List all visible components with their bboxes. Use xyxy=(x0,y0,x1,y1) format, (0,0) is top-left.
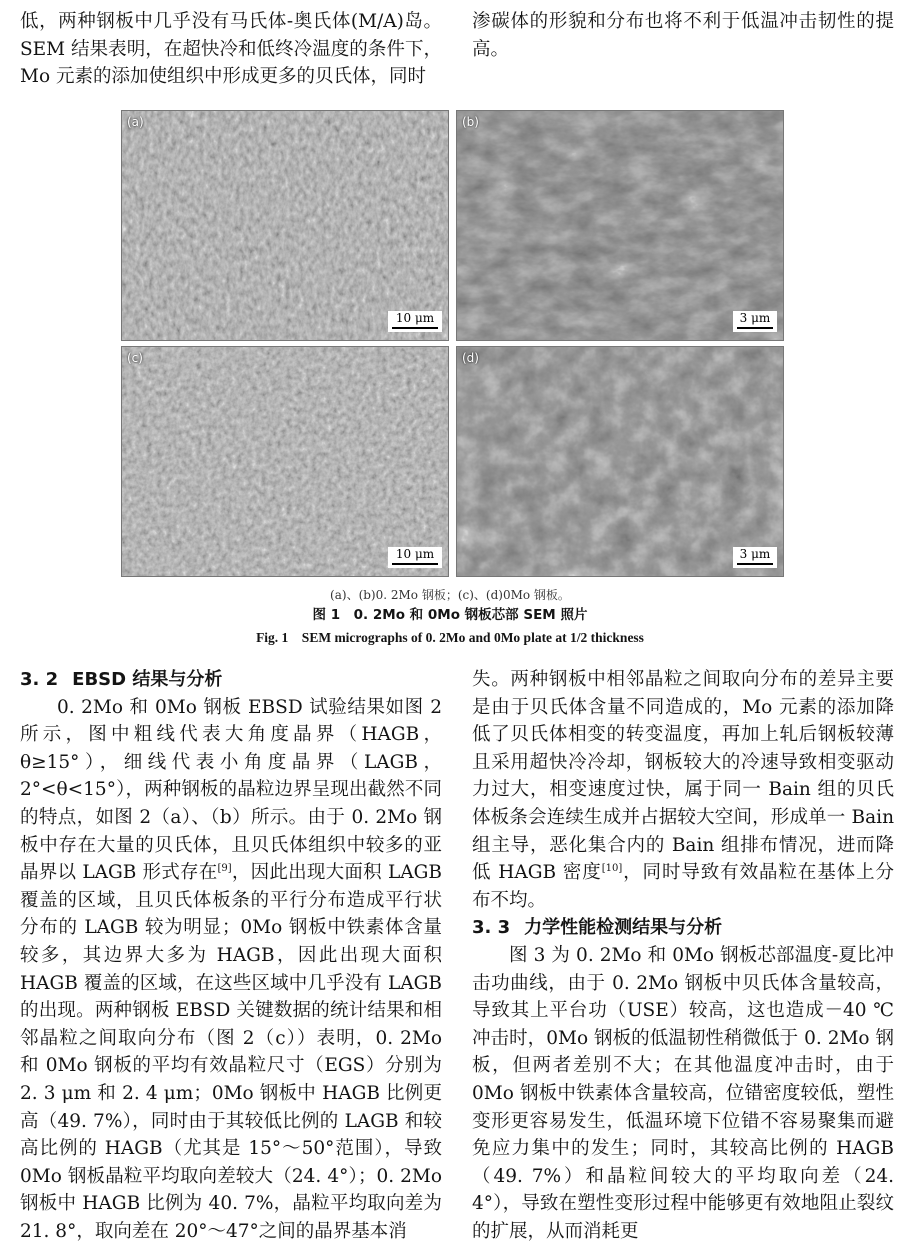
citation-9: [9] xyxy=(217,863,232,875)
section-3-2-text-c: 失。两种钢板中相邻晶粒之间取向分布的差异主要是由于贝氏体含量不同造成的，Mo 元素的添加降低了贝氏体相变的转变温度，再加上轧后钢板较薄且采用超快冷冷却，钢板较大的冷速导致相变驱动力过大，相变速度过快，属于同一 Bain 组的贝氏体板条会连续生成并占据较大空间，形成单一 Bain 组主导，恶化集合内的 Bain 组排布情况，进而降低 HAGB 密度 xyxy=(472,669,894,884)
sem-panel-a xyxy=(121,110,449,341)
scale-bar-d xyxy=(733,547,777,568)
figure-caption-en: Fig. 1 SEM micrographs of 0. 2Mo and 0Mo plate at 1/2 thickness xyxy=(256,630,644,645)
panel-label-a: (a) xyxy=(127,115,144,129)
scale-bar-a xyxy=(388,311,442,332)
figure-note: (a)、(b)0. 2Mo 钢板；(c)、(d)0Mo 钢板。 xyxy=(330,588,570,602)
paragraph-continuation-left: 低，两种钢板中几乎没有马氏体-奥氏体(M/A)岛。SEM 结果表明，在超快冷和低终冷温度的条件下，Mo 元素的添加使组织中形成更多的贝氏体，同时 xyxy=(20,11,442,88)
section-3-2-heading xyxy=(20,666,442,694)
scale-bar-a-label: 10 μm xyxy=(395,311,435,325)
scale-bar-c-label: 10 μm xyxy=(395,547,435,561)
scale-bar-b-line xyxy=(737,327,773,329)
scale-bar-c-line xyxy=(392,563,438,565)
panel-label-d: (d) xyxy=(462,351,479,365)
paragraph-continuation-right: 渗碳体的形貌和分布也将不利于低温冲击韧性的提高。 xyxy=(472,11,894,60)
scale-bar-c xyxy=(388,547,442,568)
scale-bar-b xyxy=(733,311,777,332)
section-3-2-paragraph-continuation xyxy=(472,666,894,914)
section-3-2-title: EBSD 结果与分析 xyxy=(72,669,223,690)
left-column xyxy=(20,666,442,1245)
sem-panel-b xyxy=(456,110,784,341)
sem-micrograph-c xyxy=(122,347,448,576)
section-3-3-title: 力学性能检测结果与分析 xyxy=(524,917,723,939)
section-3-3-number: 3. 3 xyxy=(472,917,511,939)
section-3-2-number: 3. 2 xyxy=(20,669,59,690)
sem-micrograph-a xyxy=(122,111,448,340)
sem-micrograph-b xyxy=(457,111,783,340)
section-3-3-heading xyxy=(472,914,894,942)
section-3-2-paragraph-1 xyxy=(20,694,442,1245)
section-3-2-text-b: ，因此出现大面积 LAGB 覆盖的区域，且贝氏体板条的平行分布造成平行状分布的 LAGB 较为明显；0Mo 钢板中铁素体含量较多，其边界大多为 HAGB，因此出现大面积 HAGB 覆盖的区域，在这些区域中几乎没有 LAGB 的出现。两种钢板 EBSD 关键数据的统计结果和相邻晶粒之间取向分布（图 2（c））表明，0. 2Mo 和 0Mo 钢板的平均有效晶粒尺寸（EGS）分别为 2. 3 μm 和 2. 4 μm；0Mo 钢板中 HAGB 比例更高（49. 7%），同时由于其较低比例的 LAGB 和较高比例的 HAGB（尤其是 15°～50°范围），导致 0Mo 钢板晶粒平均取向差较大（24. 4°）；0. 2Mo 钢板中 HAGB 比例为 40. 7%，晶粒平均取向差为 21. 8°，取向差在 20°～47°之间的晶界基本消 xyxy=(20,862,442,1242)
panel-label-b: (b) xyxy=(462,115,479,129)
section-3-2-text-d: ，同时导致有效晶粒在基体上分布不均。 xyxy=(472,862,894,911)
scale-bar-a-line xyxy=(392,327,438,329)
citation-10: [10] xyxy=(601,863,623,875)
scale-bar-d-label: 3 μm xyxy=(739,547,771,561)
scale-bar-b-label: 3 μm xyxy=(739,311,771,325)
scale-bar-d-line xyxy=(737,563,773,565)
section-3-2-text-a: 0. 2Mo 和 0Mo 钢板 EBSD 试验结果如图 2 所示，图中粗线代表大角度晶界（HAGB，θ≥15°），细线代表小角度晶界（LAGB，2°<θ<15°），两种钢板的晶粒边界呈现出截然不同的特点，如图 2（a）、（b）所示。由于 0. 2Mo 钢板中存在大量的贝氏体，且贝氏体组织中较多的亚晶界以 LAGB 形式存在 xyxy=(20,696,442,884)
figure-caption-cn: 图 1 0. 2Mo 和 0Mo 钢板芯部 SEM 照片 xyxy=(312,607,588,623)
right-column xyxy=(472,666,894,1245)
section-3-3-paragraph-1: 图 3 为 0. 2Mo 和 0Mo 钢板芯部温度-夏比冲击功曲线，由于 0. 2Mo 钢板中贝氏体含量较高，导致其上平台功（USE）较高，这也造成－40 ℃冲击时，0Mo 钢板的低温韧性稍微低于 0. 2Mo 钢板，但两者差别不大；在其他温度冲击时，由于 0Mo 钢板中铁素体含量较高，位错密度较低，塑性变形更容易发生，低温环境下位错不容易聚集而避免应力集中的发生；同时，其较高比例的 HAGB（49. 7%）和晶粒间较大的平均取向差（24. 4°），导致在塑性变形过程中能够更有效地阻止裂纹的扩展，从而消耗更 xyxy=(472,944,894,1242)
sem-micrograph-d xyxy=(457,347,783,576)
sem-panel-d xyxy=(456,346,784,577)
panel-label-c: (c) xyxy=(127,351,143,365)
sem-panel-c xyxy=(121,346,449,577)
